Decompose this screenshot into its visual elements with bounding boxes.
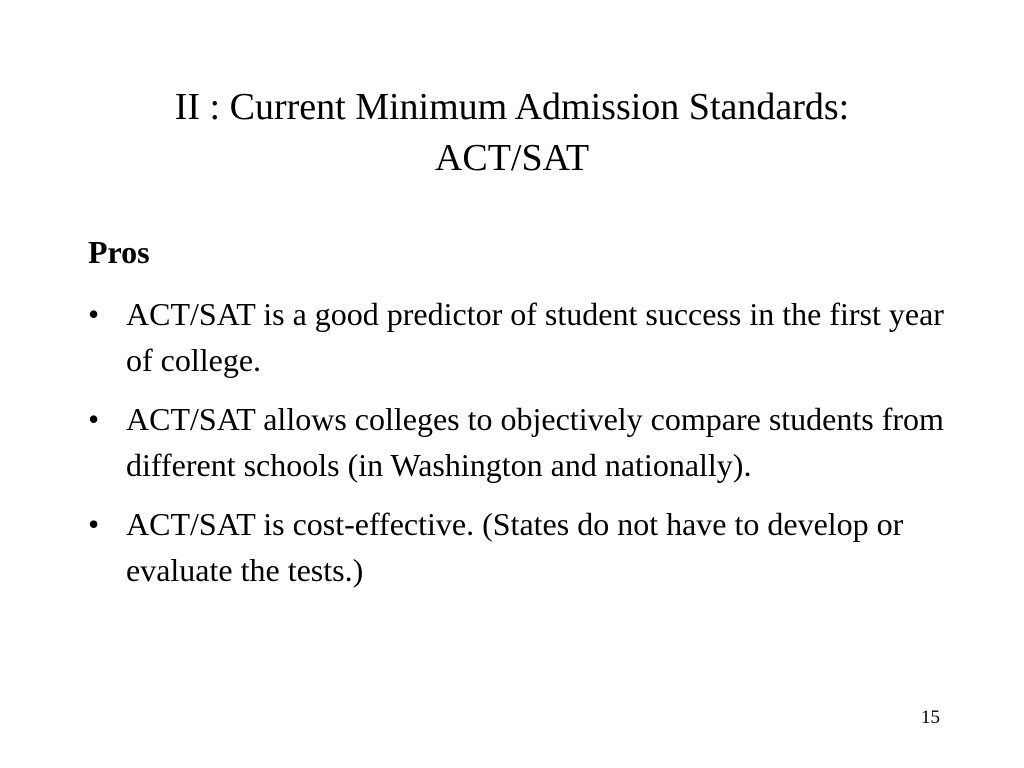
bullet-marker: • xyxy=(88,506,100,542)
bullet-marker: • xyxy=(88,296,100,332)
slide-title-line-2: ACT/SAT xyxy=(434,137,590,179)
bullet-item xyxy=(80,501,950,593)
slide-title xyxy=(60,82,964,184)
slide-title-line-1: II : Current Minimum Admission Standards: xyxy=(174,86,850,128)
bullet-item xyxy=(80,291,950,383)
bullet-item xyxy=(80,396,950,488)
bullet-text: ACT/SAT is cost-effective. (States do not have to develop or evaluate the tests.) xyxy=(126,506,904,588)
page-number: 15 xyxy=(921,707,940,728)
bullet-list xyxy=(80,291,950,606)
bullet-text: ACT/SAT is a good predictor of student success in the first year of college. xyxy=(126,296,944,378)
bullet-marker: • xyxy=(88,401,100,437)
section-heading-pros: Pros xyxy=(88,234,150,270)
bullet-text: ACT/SAT allows colleges to objectively compare students from different schools (in Washington and nationally). xyxy=(126,401,944,483)
